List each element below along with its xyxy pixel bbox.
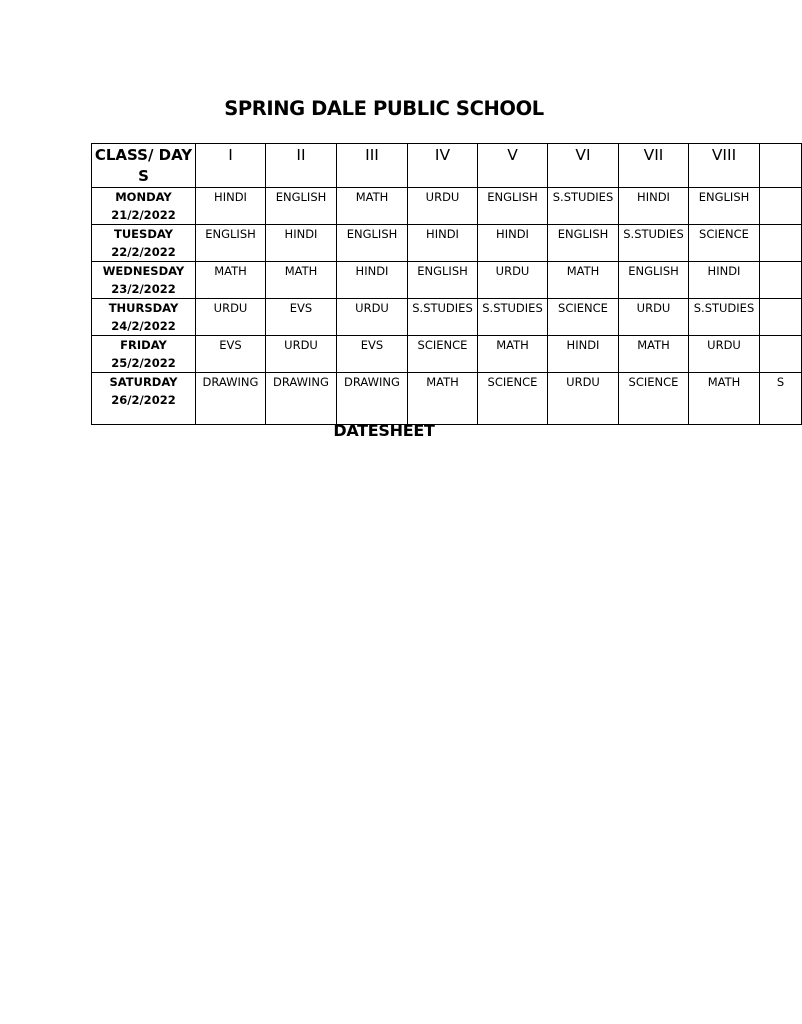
subject-cell [760, 299, 802, 336]
subject-cell: S.STUDIES [619, 225, 689, 262]
day-date: 26/2/2022 [111, 393, 176, 407]
subject-cell: SCIENCE [619, 373, 689, 425]
subject-cell: ENGLISH [619, 262, 689, 299]
subject-cell: ENGLISH [548, 225, 619, 262]
subject-cell: EVS [266, 299, 337, 336]
subject-cell: URDU [337, 299, 408, 336]
subject-cell: S [760, 373, 802, 425]
subject-cell: S.STUDIES [548, 188, 619, 225]
datesheet-caption-text: DATESHEET [333, 421, 435, 440]
day-cell [92, 299, 196, 336]
subject-cell: ENGLISH [408, 262, 478, 299]
datesheet-caption [0, 421, 768, 440]
day-name: TUESDAY [114, 227, 173, 241]
subject-cell [760, 336, 802, 373]
subject-cell: ENGLISH [689, 188, 760, 225]
subject-cell: SCIENCE [548, 299, 619, 336]
day-date: 25/2/2022 [111, 356, 176, 370]
day-cell [92, 262, 196, 299]
day-date: 24/2/2022 [111, 319, 176, 333]
subject-cell: HINDI [689, 262, 760, 299]
table-row [92, 336, 802, 373]
subject-cell: HINDI [408, 225, 478, 262]
day-cell [92, 188, 196, 225]
subject-cell: URDU [619, 299, 689, 336]
subject-cell: ENGLISH [196, 225, 266, 262]
subject-cell: SCIENCE [689, 225, 760, 262]
subject-cell: EVS [337, 336, 408, 373]
subject-cell: HINDI [337, 262, 408, 299]
datesheet-table [91, 143, 802, 425]
subject-cell [760, 262, 802, 299]
class-header-cell: II [266, 144, 337, 188]
subject-cell: URDU [689, 336, 760, 373]
class-header-cell: VI [548, 144, 619, 188]
subject-cell: URDU [266, 336, 337, 373]
subject-cell: URDU [408, 188, 478, 225]
subject-cell: MATH [478, 336, 548, 373]
subject-cell: HINDI [196, 188, 266, 225]
corner-header-cell: CLASS/ DAYS [92, 144, 196, 188]
subject-cell: URDU [548, 373, 619, 425]
class-header-cell [760, 144, 802, 188]
day-date: 21/2/2022 [111, 208, 176, 222]
header-row [92, 144, 802, 188]
subject-cell: ENGLISH [337, 225, 408, 262]
day-name: WEDNESDAY [102, 264, 185, 278]
subject-cell: DRAWING [266, 373, 337, 425]
table-row [92, 225, 802, 262]
day-cell [92, 225, 196, 262]
subject-cell: MATH [408, 373, 478, 425]
subject-cell: MATH [548, 262, 619, 299]
subject-cell: ENGLISH [266, 188, 337, 225]
day-name: THURSDAY [108, 301, 179, 315]
document-title [0, 97, 768, 120]
subject-cell: SCIENCE [408, 336, 478, 373]
subject-cell: HINDI [478, 225, 548, 262]
subject-cell: MATH [337, 188, 408, 225]
subject-cell: URDU [478, 262, 548, 299]
table-row [92, 262, 802, 299]
subject-cell: MATH [619, 336, 689, 373]
subject-cell [760, 225, 802, 262]
subject-cell: SCIENCE [478, 373, 548, 425]
day-name: MONDAY [115, 190, 172, 204]
day-name: SATURDAY [109, 375, 178, 389]
subject-cell: DRAWING [196, 373, 266, 425]
day-cell [92, 373, 196, 425]
subject-cell: S.STUDIES [408, 299, 478, 336]
day-cell [92, 336, 196, 373]
day-name: FRIDAY [120, 338, 167, 352]
class-header-cell: IV [408, 144, 478, 188]
subject-cell: S.STUDIES [478, 299, 548, 336]
day-date: 23/2/2022 [111, 282, 176, 296]
table-row [92, 188, 802, 225]
subject-cell: DRAWING [337, 373, 408, 425]
class-header-cell: VIII [689, 144, 760, 188]
class-header-cell: V [478, 144, 548, 188]
day-date: 22/2/2022 [111, 245, 176, 259]
subject-cell: MATH [196, 262, 266, 299]
document-title-text: SPRING DALE PUBLIC SCHOOL [224, 97, 544, 120]
subject-cell: URDU [196, 299, 266, 336]
datesheet-body [92, 188, 802, 425]
subject-cell: HINDI [548, 336, 619, 373]
table-row [92, 373, 802, 425]
subject-cell: HINDI [619, 188, 689, 225]
subject-cell: MATH [266, 262, 337, 299]
table-row [92, 299, 802, 336]
subject-cell: S.STUDIES [689, 299, 760, 336]
subject-cell: EVS [196, 336, 266, 373]
subject-cell: MATH [689, 373, 760, 425]
class-header-cell: III [337, 144, 408, 188]
subject-cell [760, 188, 802, 225]
class-header-cell: I [196, 144, 266, 188]
class-header-cell: VII [619, 144, 689, 188]
subject-cell: ENGLISH [478, 188, 548, 225]
subject-cell: HINDI [266, 225, 337, 262]
